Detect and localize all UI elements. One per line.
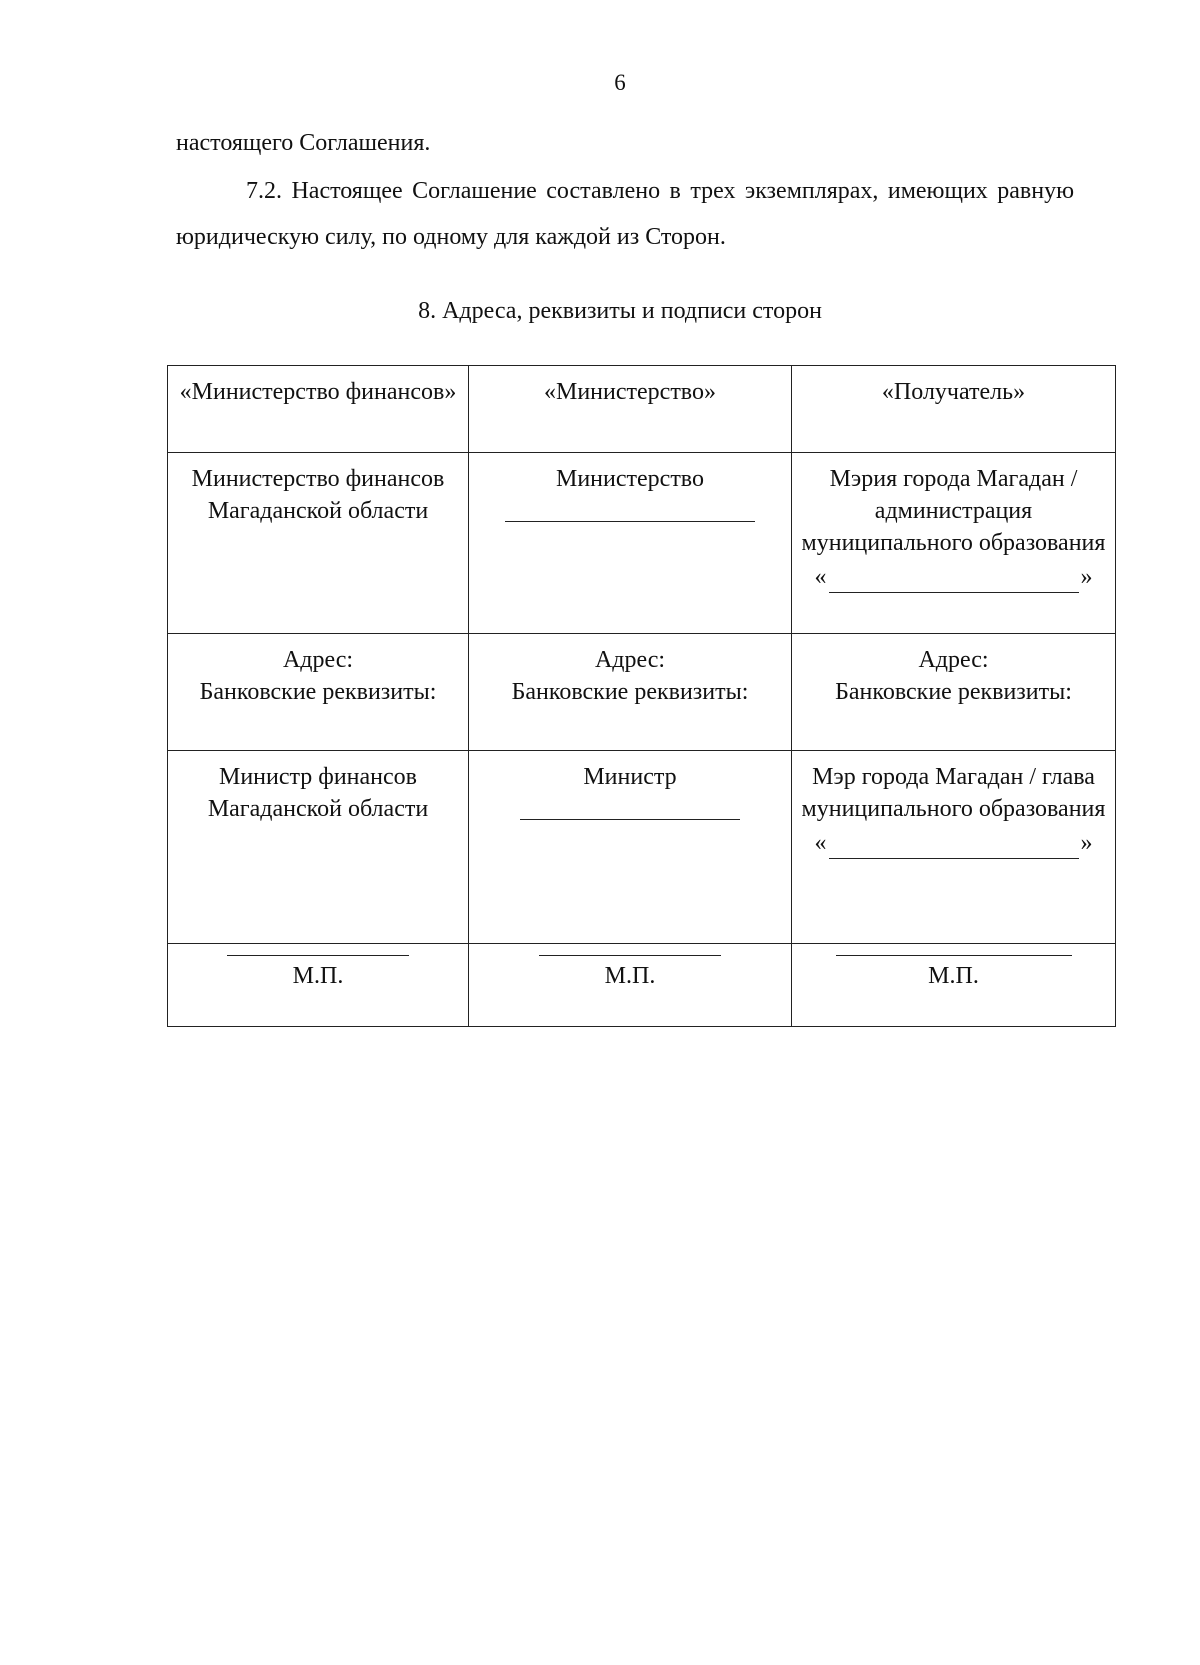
address-label: Адрес: — [918, 647, 989, 673]
address-cell-ministry — [469, 634, 792, 751]
signatory-cell-recipient — [792, 751, 1116, 944]
signatory-row — [168, 751, 1116, 944]
org-cell-finance — [168, 453, 469, 634]
org-name: Министерство — [556, 466, 704, 492]
stamp-cell-ministry — [469, 944, 792, 1027]
blank-fill-line — [829, 570, 1079, 593]
stamp-row — [168, 944, 1116, 1027]
header-row — [168, 366, 1116, 453]
stamp-label: М.П. — [292, 963, 344, 989]
org-name: Мэрия города Магадан / администрация муниципального образования — [801, 466, 1106, 556]
stamp-cell-recipient — [792, 944, 1116, 1027]
quote-close: » — [1080, 564, 1093, 590]
paragraph-clause-7-2: 7.2. Настоящее Соглашение составлено в трех экземплярах, имеющих равную юридическую силу, по одному для каждой из Сторон. — [176, 178, 1074, 250]
quote-open: « — [814, 830, 827, 856]
municipality-name-blank — [798, 561, 1109, 593]
signatory-cell-ministry — [469, 751, 792, 944]
org-name: Министерство финансов Магаданской области — [191, 466, 445, 524]
municipality-name-blank — [798, 827, 1109, 859]
signature-line — [227, 954, 409, 956]
address-cell-recipient — [792, 634, 1116, 751]
ministry-name-blank-line — [505, 501, 755, 522]
signatory-title: Министр финансов Магаданской области — [207, 764, 429, 822]
signature-line — [539, 954, 721, 956]
address-cell-finance — [168, 634, 469, 751]
page-number: 6 — [614, 70, 626, 95]
paragraph-continuation: настоящего Соглашения. — [176, 130, 431, 156]
header-label: «Получатель» — [881, 379, 1026, 405]
stamp-label: М.П. — [928, 963, 979, 989]
bank-details-label: Банковские реквизиты: — [511, 679, 749, 705]
quote-open: « — [814, 564, 827, 590]
signature-line — [836, 954, 1072, 956]
header-label: «Министерство финансов» — [179, 379, 457, 405]
signatory-cell-finance — [168, 751, 469, 944]
org-cell-recipient — [792, 453, 1116, 634]
signatory-title: Министр — [583, 764, 677, 790]
signatory-title: Мэр города Магадан / глава муниципального образования — [801, 764, 1106, 822]
address-row — [168, 634, 1116, 751]
signature-table — [167, 365, 1116, 1027]
section-title: 8. Адреса, реквизиты и подписи сторон — [418, 298, 822, 324]
header-label: «Министерство» — [544, 379, 716, 405]
blank-fill-line — [829, 836, 1079, 859]
header-cell-recipient — [792, 366, 1116, 453]
header-cell-ministry-of-finance — [168, 366, 469, 453]
header-cell-ministry — [469, 366, 792, 453]
minister-name-blank-line — [520, 799, 740, 820]
quote-close: » — [1080, 830, 1093, 856]
bank-details-label: Банковские реквизиты: — [199, 679, 437, 705]
organization-row — [168, 453, 1116, 634]
address-label: Адрес: — [594, 647, 666, 673]
stamp-label: М.П. — [604, 963, 656, 989]
stamp-cell-finance — [168, 944, 469, 1027]
address-label: Адрес: — [282, 647, 354, 673]
org-cell-ministry — [469, 453, 792, 634]
bank-details-label: Банковские реквизиты: — [835, 679, 1072, 705]
